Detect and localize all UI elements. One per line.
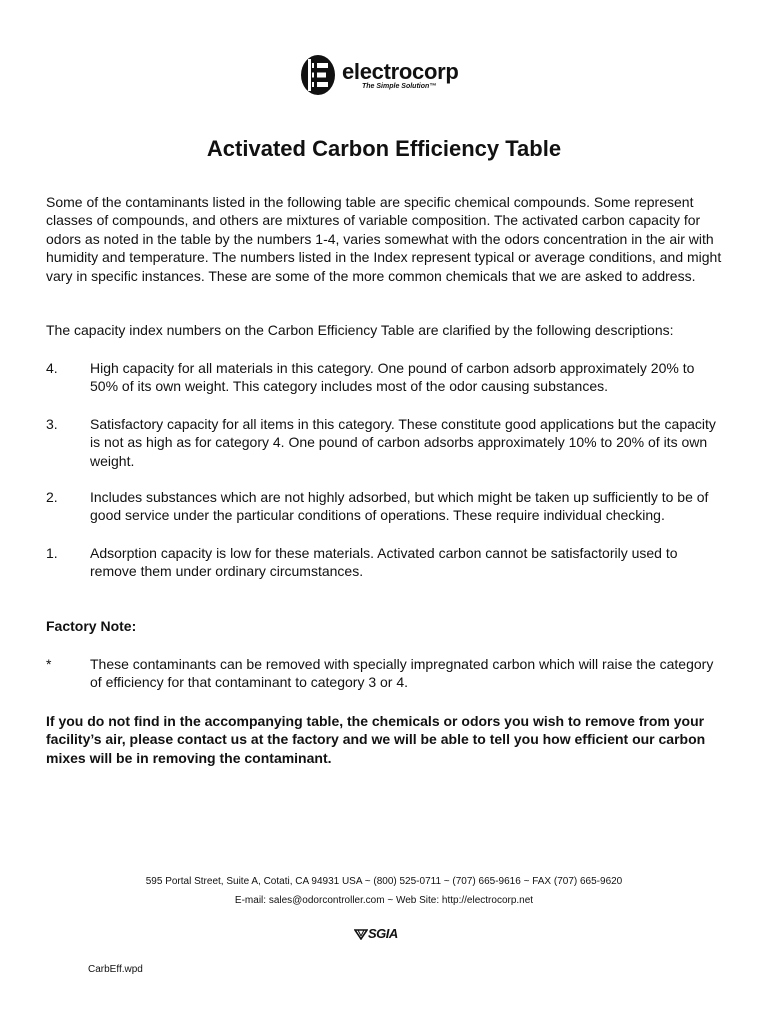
category-number: 3. (46, 416, 58, 432)
category-description: Includes substances which are not highly adsorbed, but which might be taken up sufficiently to be of good service under the particular conditions of operations. These require individual checking. (90, 489, 709, 524)
sgia-logo (354, 926, 414, 942)
category-number: 2. (46, 489, 58, 505)
logo-name: electrocorp (342, 59, 459, 84)
category-number: 4. (46, 360, 58, 376)
capacity-intro-paragraph: The capacity index numbers on the Carbon Efficiency Table are clarified by the following descriptions: (46, 322, 674, 338)
footer-address: 595 Portal Street, Suite A, Cotati, CA 94931 USA ~ (800) 525-0711 ~ (707) 665-9616 ~ FAX (707) 665-9620 (145, 876, 623, 887)
category-item-1 (46, 544, 726, 581)
electrocorp-logo (300, 52, 476, 98)
page-title: Activated Carbon Efficiency Table (206, 136, 562, 161)
logo-tagline: The Simple Solution™ (362, 83, 437, 90)
category-item-2 (46, 488, 726, 525)
footer-contact: E-mail: sales@odorcontroller.com ~ Web Site: http://electrocorp.net (234, 895, 534, 906)
category-description: Satisfactory capacity for all items in this category. These constitute good applications but the capacity is not as high as for category 4. One pound of carbon adsorbs approximately 10% to 20% of its own weight. (90, 416, 716, 469)
sgia-logo-text: SGIA (368, 926, 398, 941)
factory-note-heading: Factory Note: (46, 618, 137, 634)
category-description: High capacity for all materials in this category. One pound of carbon adsorb approximately 20% to 50% of its own weight. This category includes most of the odor causing substances. (90, 360, 695, 395)
category-description: Adsorption capacity is low for these materials. Activated carbon cannot be satisfactorily used to remove them under ordinary circumstances. (90, 545, 678, 580)
note-marker: * (46, 656, 52, 672)
contact-factory-paragraph: If you do not find in the accompanying table, the chemicals or odors you wish to remove from your facility’s air, please contact us at the factory and we will be able to tell you how efficient our carbon mixes will be in removing the contaminant. (46, 713, 706, 766)
sgia-diamond-icon (354, 928, 368, 940)
category-item-3 (46, 415, 726, 470)
factory-note-text: These contaminants can be removed with specially impregnated carbon which will raise the category of efficiency for that contaminant to category 3 or 4. (90, 656, 714, 691)
factory-note-item (46, 655, 726, 692)
category-item-4 (46, 359, 726, 396)
intro-paragraph: Some of the contaminants listed in the following table are specific chemical compounds. Some represent classes of compounds, and others are mixtures of variable composition. The activated carbon capacity for odors as noted in the table by the numbers 1-4, varies somewhat with the odors concentration in the air with humidity and temperature. The numbers listed in the Index represent typical or average conditions, and might vary in specific instances. These are some of the more common chemicals that we are asked to address. (46, 194, 722, 284)
category-number: 1. (46, 545, 58, 561)
electrocorp-e-icon (300, 54, 340, 96)
file-name: CarbEff.wpd (88, 964, 143, 975)
